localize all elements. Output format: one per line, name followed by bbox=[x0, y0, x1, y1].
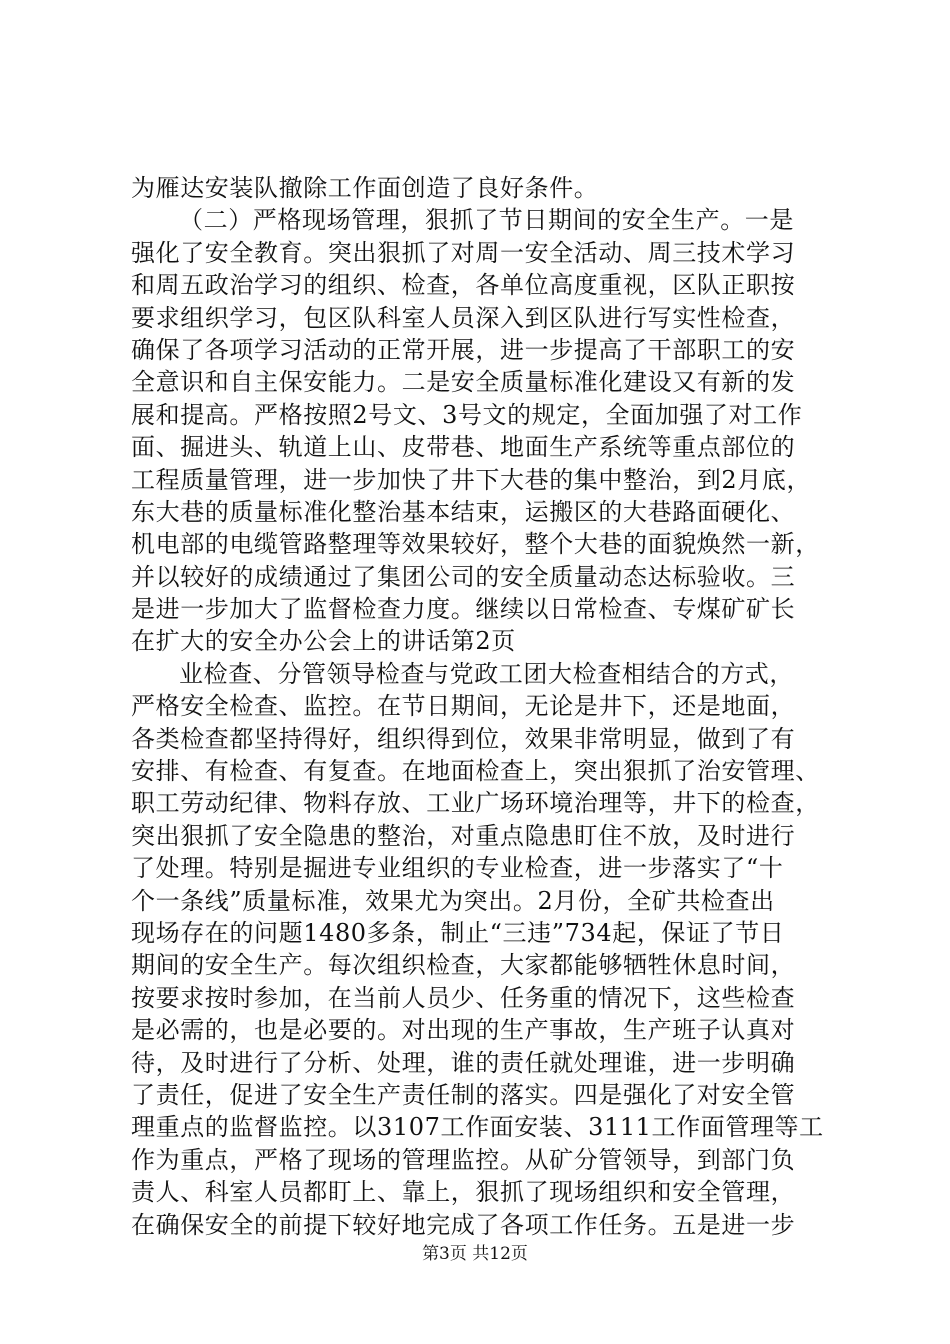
text-line: 了责任，促进了安全生产责任制的落实。四是强化了对安全管 bbox=[131, 1080, 796, 1109]
text-line: 和周五政治学习的组织、检查，各单位高度重视，区队正职按 bbox=[131, 271, 796, 300]
text-line: 并以较好的成绩通过了集团公司的安全质量动态达标验收。三 bbox=[131, 562, 796, 591]
text-line: 按要求按时参加，在当前人员少、任务重的情况下，这些检查 bbox=[131, 983, 796, 1012]
text-line: 是必需的，也是必要的。对出现的生产事故，生产班子认真对 bbox=[131, 1016, 796, 1045]
text-line: 工程质量管理，进一步加快了井下大巷的集中整治，到2月底， bbox=[131, 465, 812, 494]
text-line: 严格安全检查、监控。在节日期间，无论是井下，还是地面， bbox=[131, 692, 796, 721]
text-line: 确保了各项学习活动的正常开展，进一步提高了干部职工的安 bbox=[131, 335, 796, 364]
document-body bbox=[131, 172, 831, 1241]
text-line: 是进一步加大了监督检查力度。继续以日常检查、专煤矿矿长 bbox=[131, 595, 796, 624]
text-line: 全意识和自主保安能力。二是安全质量标准化建设又有新的发 bbox=[131, 368, 796, 397]
text-line: 在确保安全的前提下较好地完成了各项工作任务。五是进一步 bbox=[131, 1210, 796, 1239]
text-line: 强化了安全教育。突出狠抓了对周一安全活动、周三技术学习 bbox=[131, 238, 796, 267]
text-line: 理重点的监督监控。以3107工作面安装、3111工作面管理等工 bbox=[131, 1113, 824, 1142]
text-line: 展和提高。严格按照2号文、3号文的规定，全面加强了对工作 bbox=[131, 400, 803, 429]
text-line: 待，及时进行了分析、处理，谁的责任就处理谁，进一步明确 bbox=[131, 1048, 796, 1077]
text-line: 现场存在的问题1480多条，制止“三违”734起，保证了节日 bbox=[131, 918, 785, 947]
text-line: 业检查、分管领导检查与党政工团大检查相结合的方式， bbox=[179, 659, 794, 688]
text-line: 为雁达安装队撤除工作面创造了良好条件。 bbox=[131, 174, 599, 202]
text-line: 在扩大的安全办公会上的讲话第2页 bbox=[131, 627, 516, 656]
text-line: 各类检查都坚持得好，组织得到位，效果非常明显，做到了有 bbox=[131, 724, 796, 753]
text-line: 面、掘进头、轨道上山、皮带巷、地面生产系统等重点部位的 bbox=[131, 433, 796, 462]
text-line: （二）严格现场管理，狠抓了节日期间的安全生产。一是 bbox=[179, 206, 794, 235]
text-line: 期间的安全生产。每次组织检查，大家都能够牺牲休息时间， bbox=[131, 951, 796, 980]
text-line: 东大巷的质量标准化整治基本结束，运搬区的大巷路面硬化、 bbox=[131, 497, 796, 526]
text-line: 突出狠抓了安全隐患的整治，对重点隐患盯住不放，及时进行 bbox=[131, 821, 796, 850]
text-line: 职工劳动纪律、物料存放、工业广场环境治理等，井下的检查， bbox=[131, 789, 820, 818]
text-line: 了处理。特别是掘进专业组织的专业检查，进一步落实了“十 bbox=[131, 854, 784, 883]
text-line: 机电部的电缆管路整理等效果较好，整个大巷的面貌焕然一新， bbox=[131, 530, 820, 559]
text-line: 要求组织学习，包区队科室人员深入到区队进行写实性检查， bbox=[131, 303, 796, 332]
text-line: 责人、科室人员都盯上、靠上，狠抓了现场组织和安全管理， bbox=[131, 1178, 796, 1207]
text-line: 个一条线”质量标准，效果尤为突出。2月份，全矿共检查出 bbox=[131, 886, 775, 915]
page-footer: 第3页 共12页 bbox=[422, 1244, 528, 1264]
text-line: 作为重点，严格了现场的管理监控。从矿分管领导，到部门负 bbox=[131, 1145, 796, 1174]
text-line: 安排、有检查、有复查。在地面检查上，突出狠抓了治安管理、 bbox=[131, 757, 820, 786]
